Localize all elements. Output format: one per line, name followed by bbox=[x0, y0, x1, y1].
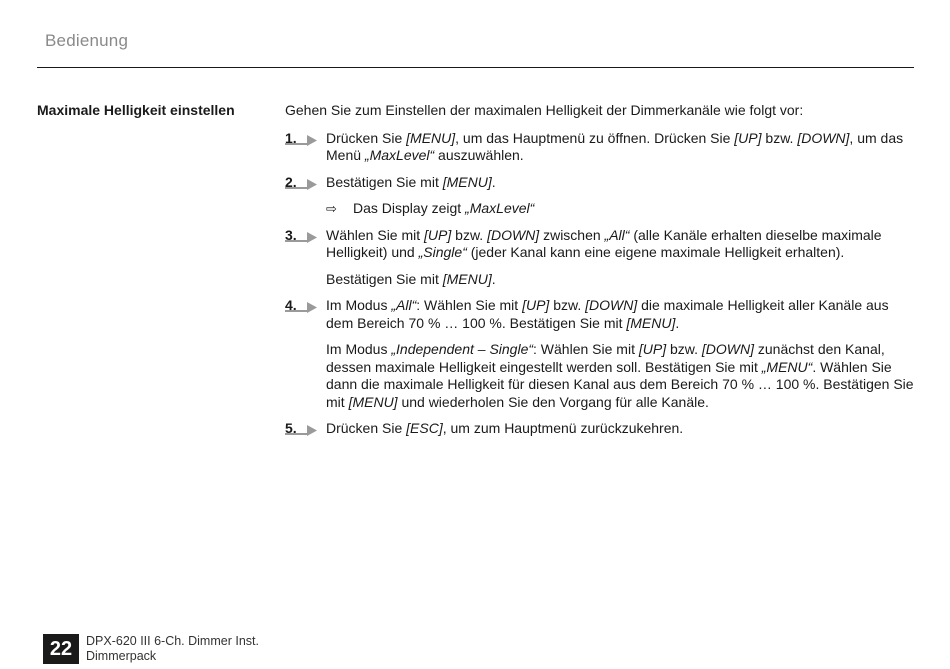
text-run: auszuwählen. bbox=[434, 147, 524, 163]
text-run: Wählen Sie mit bbox=[326, 226, 425, 243]
emphasis-text: „MaxLevel“ bbox=[364, 147, 435, 163]
text-run: zwischen bbox=[539, 226, 605, 243]
emphasis-text: „MENU“ bbox=[761, 358, 813, 375]
result-arrow-icon: ⇨ bbox=[326, 201, 337, 216]
text-run: Im Modus bbox=[326, 341, 392, 357]
text-run: Bestätigen Sie mit bbox=[326, 173, 443, 190]
text-run: . bbox=[491, 173, 496, 190]
emphasis-text: [MENU] bbox=[442, 270, 492, 287]
step-number: 2. bbox=[285, 173, 297, 190]
emphasis-text: [UP] bbox=[424, 226, 452, 243]
text-run: Das Display zeigt bbox=[353, 200, 466, 216]
text-run: . bbox=[491, 270, 496, 287]
emphasis-text: „Single“ bbox=[418, 244, 467, 260]
emphasis-text: [DOWN] bbox=[797, 129, 850, 146]
emphasis-text: [UP] bbox=[734, 129, 762, 146]
text-run: Im Modus bbox=[326, 297, 392, 313]
emphasis-text: „Independent – Single“ bbox=[391, 341, 534, 357]
step-item bbox=[285, 297, 915, 411]
step-text bbox=[326, 420, 915, 438]
emphasis-text: [DOWN] bbox=[585, 297, 638, 313]
emphasis-text: [MENU] bbox=[348, 393, 398, 410]
emphasis-text: [MENU] bbox=[442, 173, 492, 190]
intro-text: Gehen Sie zum Einstellen der maximalen Helligkeit der Dimmerkanäle wie folgt vor: bbox=[285, 102, 804, 118]
step-number: 3. bbox=[285, 226, 297, 243]
text-run: bzw. bbox=[451, 226, 488, 243]
text-run: bzw. bbox=[666, 341, 702, 357]
step-marker bbox=[285, 297, 319, 315]
page-number-badge: 22 bbox=[43, 634, 79, 664]
step-number: 4. bbox=[285, 297, 297, 313]
footer-product-info bbox=[86, 634, 259, 664]
emphasis-text: [UP] bbox=[522, 297, 550, 313]
text-run: , um das Hauptmenü zu öffnen. Drücken Sie bbox=[455, 129, 735, 146]
step-item bbox=[285, 420, 915, 438]
text-run: Drücken Sie bbox=[326, 129, 407, 146]
emphasis-text: [MENU] bbox=[406, 129, 456, 146]
step-extra-text bbox=[326, 341, 915, 411]
step-result bbox=[326, 200, 915, 218]
step-text bbox=[326, 227, 915, 262]
steps-list bbox=[285, 130, 915, 438]
step-text bbox=[326, 174, 915, 192]
text-run: bzw. bbox=[761, 129, 798, 146]
step-marker bbox=[285, 420, 319, 438]
text-run: Drücken Sie bbox=[326, 420, 407, 436]
step-extra-text bbox=[326, 271, 915, 289]
emphasis-text: [DOWN] bbox=[701, 341, 754, 357]
emphasis-text: [UP] bbox=[638, 341, 667, 357]
text-run: und wiederholen Sie den Vorgang für alle Kanäle. bbox=[397, 393, 709, 410]
step-marker bbox=[285, 130, 319, 148]
step-item bbox=[285, 130, 915, 165]
instructions-content bbox=[285, 102, 915, 447]
step-number: 5. bbox=[285, 420, 297, 436]
text-run: . bbox=[675, 314, 680, 331]
step-marker bbox=[285, 174, 319, 192]
emphasis-text: „MaxLevel“ bbox=[465, 200, 535, 216]
text-run: bzw. bbox=[549, 297, 586, 313]
text-run: (jeder Kanal kann eine eigene maximale Helligkeit erhalten). bbox=[466, 244, 845, 260]
text-run: , um zum Hauptmenü zurückzukehren. bbox=[442, 420, 684, 436]
emphasis-text: „All“ bbox=[391, 297, 417, 313]
text-run: Bestätigen Sie mit bbox=[326, 270, 443, 287]
footer-product-line1: DPX-620 III 6-Ch. Dimmer Inst. bbox=[86, 634, 259, 648]
text-run: : Wählen Sie mit bbox=[416, 297, 523, 313]
section-heading: Maximale Helligkeit einstellen bbox=[37, 102, 235, 118]
text-run: zunächst den Kanal, dessen maximale Helligkeit eingestellt werden soll. Bestätigen Sie mit bbox=[326, 341, 885, 375]
step-text bbox=[326, 297, 915, 332]
text-run: , um das Menü bbox=[326, 129, 904, 163]
emphasis-text: „All“ bbox=[604, 226, 630, 243]
text-run: (alle Kanäle erhalten dieselbe maximale Helligkeit) und bbox=[326, 226, 882, 260]
step-item bbox=[285, 227, 915, 289]
text-run: . Wählen Sie dann die maximale Helligkeit für diesen Kanal aus dem Bereich 70 % … 100 %. Bestätigen Sie mit bbox=[326, 358, 914, 410]
footer-product-line2: Dimmerpack bbox=[86, 649, 157, 663]
emphasis-text: [ESC] bbox=[406, 420, 443, 436]
step-item bbox=[285, 174, 915, 218]
header-divider bbox=[37, 67, 914, 68]
step-text bbox=[326, 130, 915, 165]
page-header-title: Bedienung bbox=[45, 31, 129, 50]
step-number: 1. bbox=[285, 129, 297, 146]
step-marker bbox=[285, 227, 319, 245]
emphasis-text: [MENU] bbox=[626, 314, 676, 331]
emphasis-text: [DOWN] bbox=[487, 226, 540, 243]
text-run: : Wählen Sie mit bbox=[533, 341, 639, 357]
text-run: die maximale Helligkeit aller Kanäle aus dem Bereich 70 % … 100 %. Bestätigen Sie mit bbox=[326, 297, 889, 331]
